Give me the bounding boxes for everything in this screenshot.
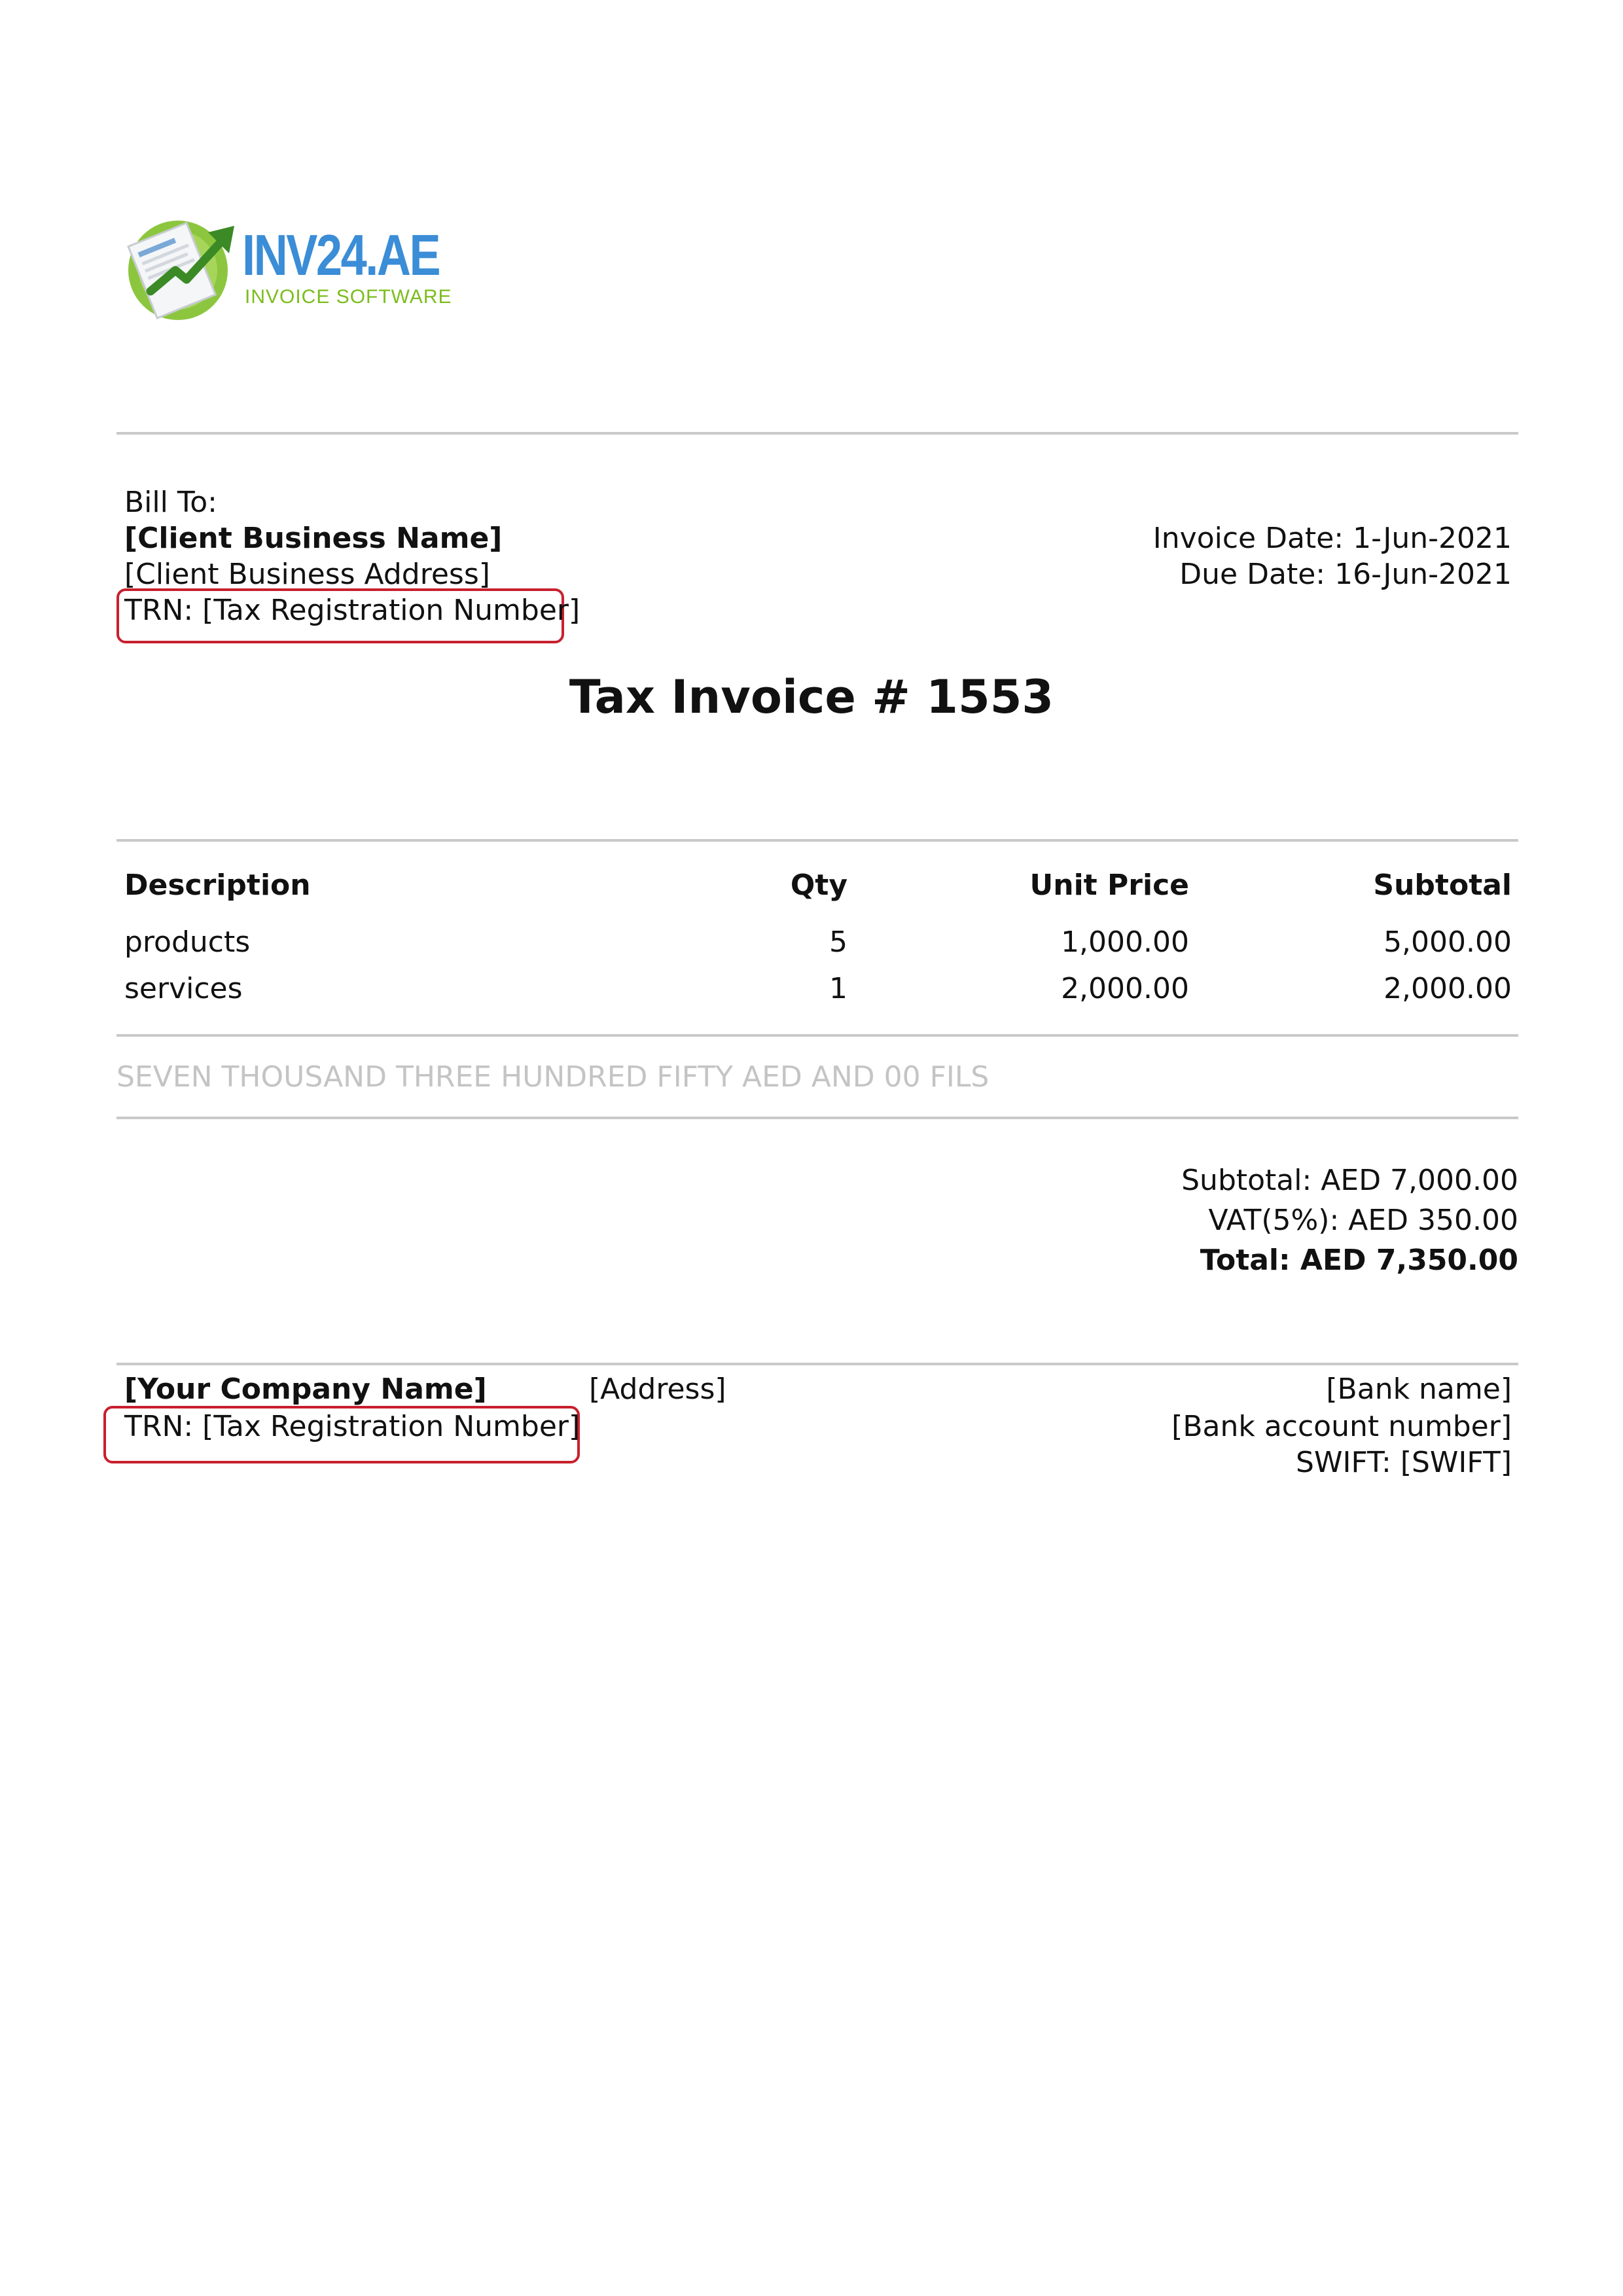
client-trn: TRN: [Tax Registration Number] <box>124 594 580 627</box>
divider <box>116 1363 1518 1365</box>
totals-total: Total: AED 7,350.00 <box>1200 1244 1518 1277</box>
swift-code: SWIFT: [SWIFT] <box>1296 1446 1512 1479</box>
logo-tagline: INVOICE SOFTWARE <box>245 286 452 308</box>
amount-in-words: SEVEN THOUSAND THREE HUNDRED FIFTY AED AND 00 FILS <box>116 1060 990 1094</box>
client-name: [Client Business Name] <box>124 522 503 555</box>
company-logo <box>124 206 465 324</box>
company-address: [Address] <box>589 1372 726 1406</box>
table-row-unit-price: 1,000.00 <box>1061 925 1189 959</box>
col-header-unit-price: Unit Price <box>1029 869 1189 902</box>
invoice-title: Tax Invoice # 1553 <box>569 670 1054 724</box>
table-row-subtotal: 2,000.00 <box>1383 972 1512 1005</box>
bill-to-label: Bill To: <box>124 486 217 519</box>
divider <box>116 839 1518 842</box>
table-row-description: services <box>124 972 243 1005</box>
company-name: [Your Company Name] <box>124 1372 487 1406</box>
company-trn: TRN: [Tax Registration Number] <box>124 1410 580 1443</box>
col-header-qty: Qty <box>790 869 847 902</box>
bank-account-number: [Bank account number] <box>1171 1410 1512 1443</box>
logo-icon <box>124 206 242 324</box>
divider <box>116 1034 1518 1037</box>
table-row-description: products <box>124 925 251 959</box>
totals-subtotal: Subtotal: AED 7,000.00 <box>1181 1164 1518 1197</box>
table-row-unit-price: 2,000.00 <box>1061 972 1189 1005</box>
client-address: [Client Business Address] <box>124 558 490 591</box>
due-date: Due Date: 16-Jun-2021 <box>1179 558 1512 591</box>
invoice-date: Invoice Date: 1-Jun-2021 <box>1152 522 1512 555</box>
table-row-subtotal: 5,000.00 <box>1383 925 1512 959</box>
logo-wordmark: INV24.AE <box>242 223 440 287</box>
totals-vat: VAT(5%): AED 350.00 <box>1208 1204 1518 1237</box>
table-row-qty: 5 <box>829 925 847 959</box>
col-header-description: Description <box>124 869 311 902</box>
divider <box>116 432 1518 435</box>
col-header-subtotal: Subtotal <box>1373 869 1512 902</box>
table-row-qty: 1 <box>829 972 847 1005</box>
divider <box>116 1117 1518 1119</box>
bank-name: [Bank name] <box>1326 1372 1512 1406</box>
